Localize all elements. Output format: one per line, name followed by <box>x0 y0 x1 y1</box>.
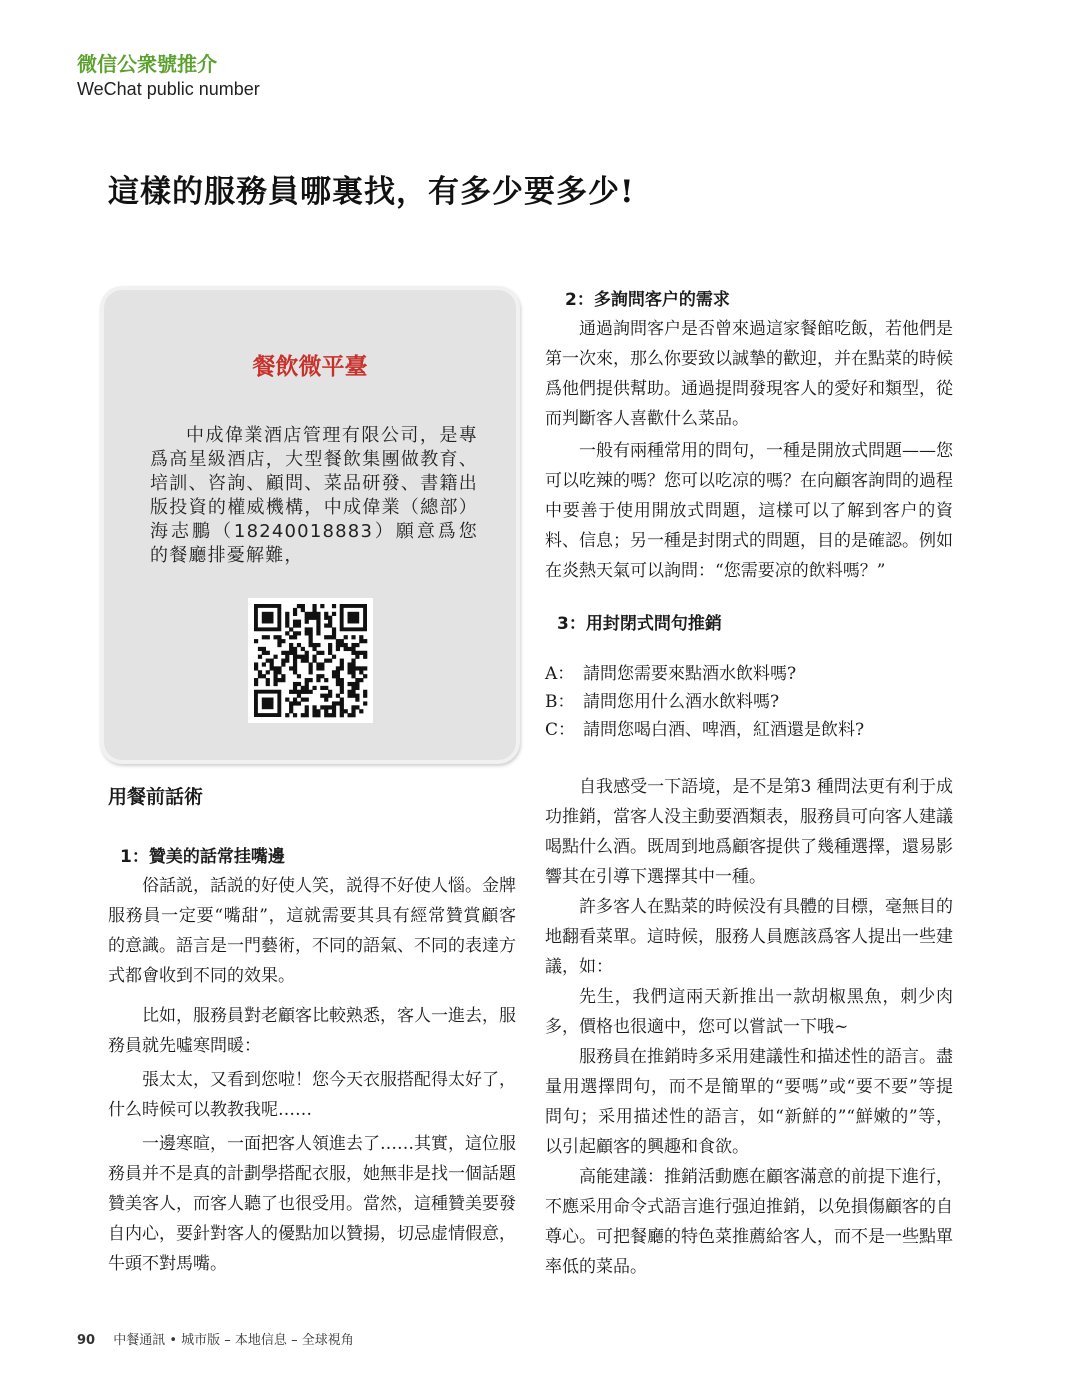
paragraph: 通過詢問客户是否曾來過這家餐館吃飯，若他們是第一次來，那么你要致以誠摯的歡迎，并在點菜的時候爲他們提供幫助。通過提問發現客人的愛好和類型，從而判斷客人喜歡什么菜品。 <box>545 319 953 429</box>
paragraph: 俗話説，話説的好使人笑，説得不好使人惱。金牌服務員一定要“嘴甜”，這就需要其具有經常贊賞顧客的意識。語言是一門藝術，不同的語氣、不同的表達方式都會收到不同的效果。 <box>108 876 516 986</box>
paragraph: 許多客人在點菜的時候没有具體的目標，毫無目的地翻看菜單。這時候，服務人員應該爲客人提出一些建議，如： <box>545 897 953 977</box>
paragraph: 先生，我們這兩天新推出一款胡椒黑魚，刺少肉多，價格也很適中，您可以嘗試一下哦~ <box>545 987 953 1037</box>
option-item <box>545 688 953 716</box>
paragraph: 自我感受一下語境，是不是第3 種問法更有利于成功推銷，當客人没主動要酒類表，服務員可向客人建議喝點什么酒。既周到地爲顧客提供了幾種選擇，還易影響其在引導下選擇其中一種。 <box>545 777 953 887</box>
option-item <box>545 660 953 688</box>
page-number: 90 <box>77 1333 96 1348</box>
section-label-en: WeChat public number <box>77 79 260 99</box>
section-title: 用餐前話術 <box>108 786 204 808</box>
paragraph: 高能建議：推銷活動應在顧客滿意的前提下進行，不應采用命令式語言進行强迫推銷，以免損傷顧客的自尊心。可把餐廳的特色菜推薦給客人，而不是一些點單率低的菜品。 <box>545 1167 953 1277</box>
promo-box <box>104 290 516 760</box>
option-key: A： <box>545 664 575 684</box>
subsection-title-2: 2：多詢問客户的需求 <box>565 290 730 310</box>
right-column <box>545 286 953 1282</box>
subsection-title-3: 3：用封閉式問句推銷 <box>557 614 722 634</box>
paragraph: 張太太，又看到您啦！您今天衣服搭配得太好了，什么時候可以教教我呢…… <box>108 1070 516 1120</box>
promo-body: 中成偉業酒店管理有限公司，是專爲高星級酒店，大型餐飲集團做教育、培訓、咨詢、顧問、菜品研發、書籍出版投資的權威機構，中成偉業（總部）海志鵬（18240018883）願意爲您的餐廳排憂解難， <box>150 425 478 566</box>
paragraph: 一般有兩種常用的問句，一種是開放式問題——您可以吃辣的嗎？您可以吃凉的嗎？在向顧客詢問的過程中要善于使用開放式問題，這樣可以了解到客户的資料、信息；另一種是封閉式的問題，目的是確認。例如在炎熱天氣可以詢問：“您需要凉的飲料嗎？” <box>545 441 953 581</box>
section-label-zh: 微信公衆號推介 <box>77 52 217 76</box>
paragraph: 服務員在推銷時多采用建議性和描述性的語言。盡量用選擇問句，而不是簡單的“要嗎”或“要不要”等提問句；采用描述性的語言，如“新鮮的”“鮮嫩的”等，以引起顧客的興趣和食欲。 <box>545 1047 953 1157</box>
left-column <box>108 782 516 1279</box>
article-title: 這樣的服務員哪裏找，有多少要多少! <box>108 174 635 210</box>
paragraph: 比如，服務員對老顧客比較熟悉，客人一進去，服務員就先噓寒問暖： <box>108 1006 516 1056</box>
option-text: 請問您喝白酒、啤酒，紅酒還是飲料? <box>583 720 865 740</box>
option-list <box>545 660 953 744</box>
option-text: 請問您用什么酒水飲料嗎? <box>583 692 780 712</box>
qr-code-icon[interactable] <box>248 598 373 723</box>
option-key: C： <box>545 720 576 740</box>
page-footer <box>77 1329 354 1348</box>
option-key: B： <box>545 692 575 712</box>
paragraph: 一邊寒暄，一面把客人領進去了……其實，這位服務員并不是真的計劃學搭配衣服，她無非是找一個話題贊美客人，而客人聽了也很受用。當然，這種贊美要發自内心，要針對客人的優點加以贊揚，切忌虚情假意，牛頭不對馬嘴。 <box>108 1134 516 1274</box>
option-text: 請問您需要來點酒水飲料嗎? <box>583 664 797 684</box>
promo-heading: 餐飲微平臺 <box>252 354 368 380</box>
publication-name: 中餐通訊 • 城市版 – 本地信息 – 全球視角 <box>113 1333 354 1348</box>
section-label <box>77 52 260 102</box>
subsection-title-1: 1：贊美的話常挂嘴邊 <box>120 847 285 867</box>
option-item <box>545 716 953 744</box>
